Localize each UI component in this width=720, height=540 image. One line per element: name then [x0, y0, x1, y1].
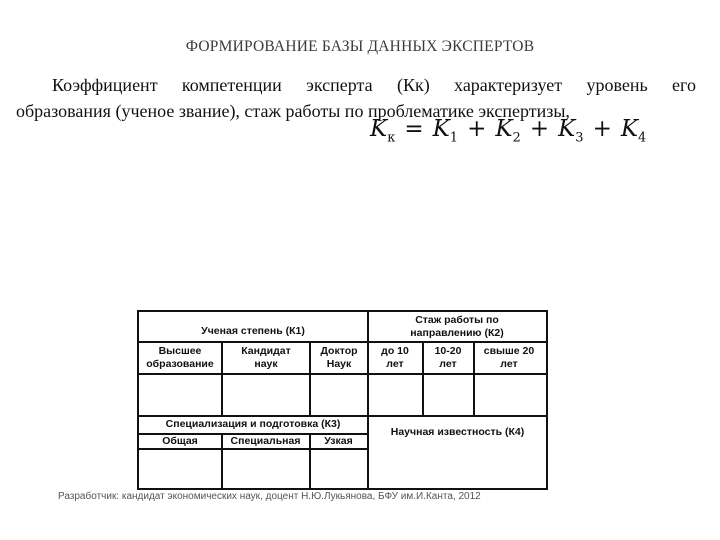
k3-header: Специализация и подготовка (К3): [165, 418, 341, 431]
table-divider: [139, 448, 367, 450]
k2-header: Стаж работы по направлению (К2): [410, 314, 504, 339]
k2-col-10-20: 10-20 лет: [434, 345, 462, 370]
k1-header: Ученая степень (К1): [201, 325, 305, 338]
table-divider: [422, 341, 424, 416]
slide-title: ФОРМИРОВАНИЕ БАЗЫ ДАННЫХ ЭКСПЕРТОВ: [185, 38, 535, 55]
k2-col-over-20: свыше 20 лет: [483, 345, 535, 370]
formula-lhs: K: [370, 116, 388, 142]
formula-plus: +: [592, 116, 612, 142]
table-divider: [367, 312, 369, 488]
formula-term-k2: K: [495, 116, 513, 142]
paragraph-line-2: образования (ученое звание), стаж работы по проблематике экспертизы,: [16, 101, 570, 121]
k3-col-narrow: Узкая: [324, 434, 353, 447]
formula-lhs-subscript: к: [387, 130, 396, 146]
table-divider: [221, 341, 223, 416]
formula-term-k4-subscript: 4: [638, 130, 647, 146]
expert-competence-table: [137, 310, 548, 490]
competence-formula: [370, 116, 690, 148]
k4-header: Научная известность (К4): [390, 425, 525, 438]
formula-term-k3-subscript: 3: [575, 130, 584, 146]
formula-term-k1: K: [432, 116, 450, 142]
formula-term-k4: K: [620, 116, 639, 142]
k1-col-doctor: Доктор Наук: [320, 345, 358, 370]
formula-term-k2-subscript: 2: [512, 130, 521, 146]
formula-plus: +: [467, 116, 487, 142]
formula-term-k1-subscript: 1: [449, 130, 459, 146]
formula-equals: =: [404, 116, 424, 142]
footer-credit: Разработчик: кандидат экономических наук, доцент Н.Ю.Лукьянова, БФУ им.И.Канта, 2012: [58, 491, 481, 502]
paragraph-line-1: Коэффициент компетенции эксперта (Кк) характеризует уровень его: [52, 75, 696, 95]
k1-col-candidate: Кандидат наук: [241, 345, 291, 370]
k3-col-general: Общая: [162, 434, 198, 447]
k3-col-special: Специальная: [230, 434, 301, 447]
table-divider: [139, 373, 546, 375]
formula-term-k3: K: [558, 116, 576, 142]
k2-col-under-10: до 10 лет: [381, 345, 409, 370]
formula-plus: +: [529, 116, 550, 142]
k1-col-higher-education: Высшее образование: [146, 345, 214, 370]
